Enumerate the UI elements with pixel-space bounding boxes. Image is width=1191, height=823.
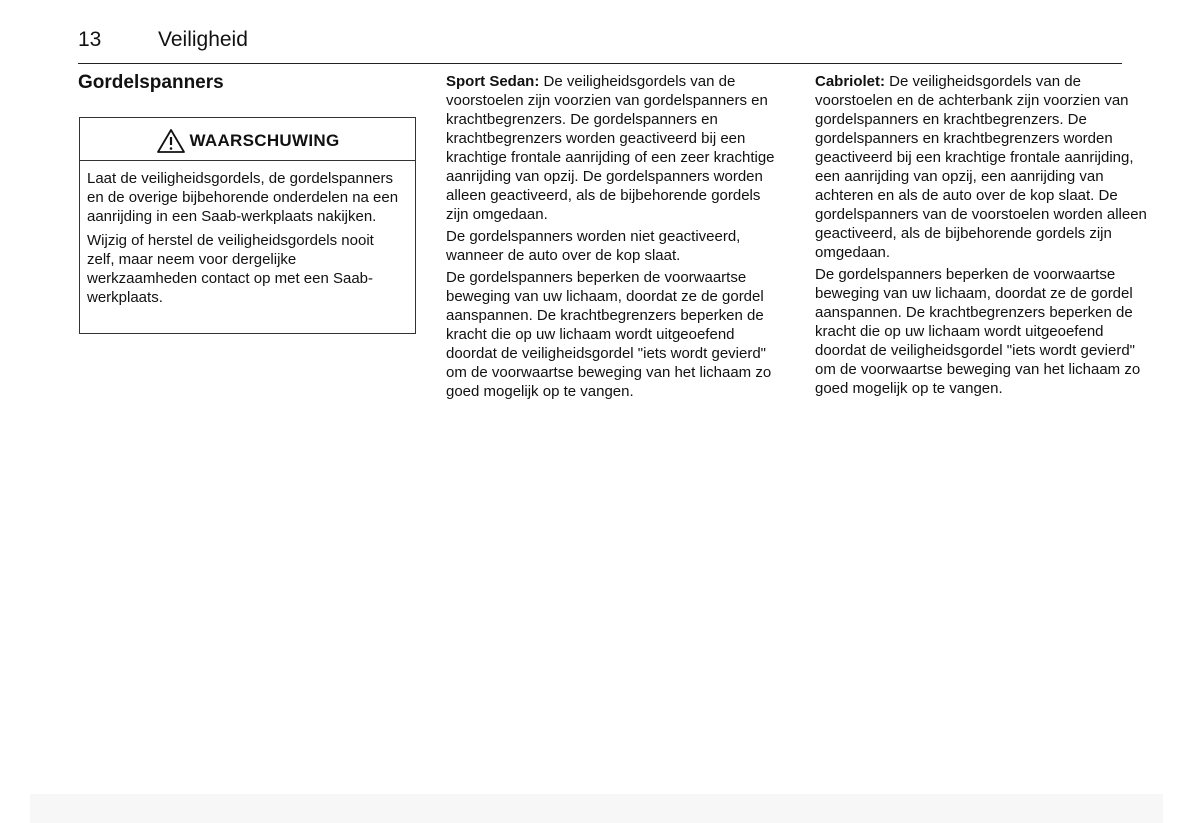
sport-sedan-lead-text: De veiligheidsgordels van de voorstoelen zijn voorzien van gordelspanners en krachtbegrenzers. De gordelspanners en krachtbegrenzers worden geactiveerd bij een krachtige frontale aanrijding of een zeer krachtige aanrijding van opzij. De gordelspanners worden alleen geactiveerd, als de bijbehorende gordels zijn omgedaan. xyxy=(446,73,775,223)
cabriolet-paragraph: De gordelspanners beperken de voorwaartse beweging van uw lichaam, doordat ze de gordel aanspannen. De krachtbegrenzers beperken de kracht die op uw lichaam wordt uitgeoefend doordat de veiligheidsgordel "iets wordt gevierd" om de voorwaartse beweging van het lichaam zo goed mogelijk op te vangen. xyxy=(815,266,1141,397)
cabriolet-lead-text: De veiligheidsgordels van de voorstoelen en de achterbank zijn voorzien van gordelspanners en krachtbegrenzers. De gordelspanners en krachtbegrenzers worden geactiveerd bij een krachtige frontale aanrijding, een aanrijding van opzij, een aanrijding van achteren en als de auto over de kop slaat. De gordelspanners van de voorstoelen worden alleen geactiveerd, als de bijbehorende gordels zijn omgedaan. xyxy=(815,73,1147,261)
sport-sedan-lead: Sport Sedan: xyxy=(446,73,540,90)
sport-sedan-intro xyxy=(446,72,782,224)
warning-bottom-rule xyxy=(79,333,416,334)
warning-paragraph: Laat de veiligheidsgordels, de gordelspanners en de overige bijbehorende onderdelen na een aanrijding in een Saab-werkplaats nakijken. xyxy=(87,170,399,225)
warning-heading: WAARSCHUWING xyxy=(189,131,340,150)
sport-sedan-paragraph: De gordelspanners beperken de voorwaartse beweging van uw lichaam, doordat ze de gordel aanspannen. De krachtbegrenzers beperken de kracht die op uw lichaam wordt uitgeoefend doordat de veiligheidsgordel "iets wordt gevierd" om de voorwaartse beweging van het lichaam zo goed mogelijk op te vangen. xyxy=(446,269,772,400)
cabriolet-intro xyxy=(815,72,1157,262)
warning-body xyxy=(87,169,402,312)
header-divider xyxy=(78,63,1122,64)
page-footer-band xyxy=(30,794,1163,823)
section-title: Gordelspanners xyxy=(78,72,224,93)
cabriolet-column xyxy=(815,72,1157,401)
warning-paragraph: Wijzig of herstel de veiligheidsgordels nooit zelf, maar neem voor dergelijke werkzaamheden contact op met een Saab-werkplaats. xyxy=(87,232,374,306)
warning-triangle-icon xyxy=(156,128,186,154)
page-number: 13 xyxy=(78,28,102,51)
sport-sedan-paragraph: De gordelspanners worden niet geactiveerd, wanneer de auto over de kop slaat. xyxy=(446,228,741,264)
chapter-title: Veiligheid xyxy=(158,28,248,51)
warning-header xyxy=(80,126,415,156)
warning-box xyxy=(79,117,416,334)
sport-sedan-column xyxy=(446,72,782,404)
cabriolet-lead: Cabriolet: xyxy=(815,73,886,90)
warning-header-rule xyxy=(79,160,416,161)
warning-top-rule xyxy=(79,117,416,118)
